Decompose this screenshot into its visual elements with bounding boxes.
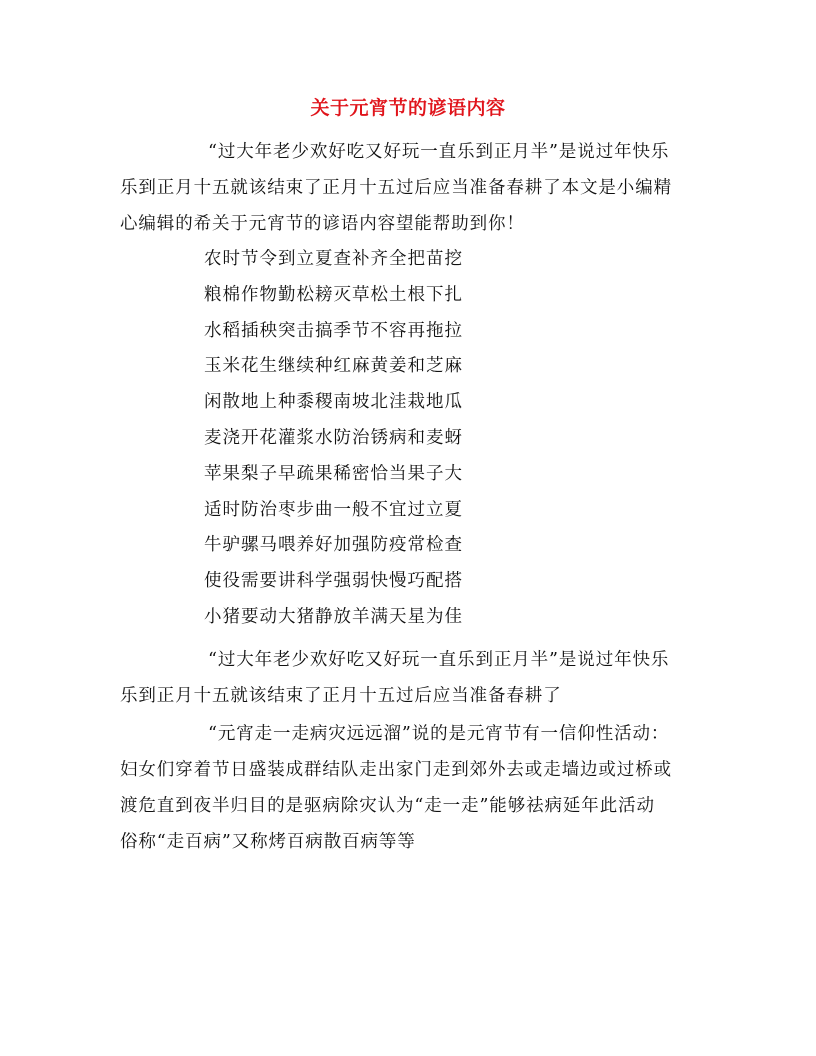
proverb-line: 牛驴骡马喂养好加强防疫常检查 [204, 535, 463, 556]
proverb-line: 粮棉作物勤松耪灭草松土根下扎 [204, 284, 463, 305]
paragraph-line: 乐到正月十五就该结束了正月十五过后应当准备春耕了 [120, 686, 562, 706]
paragraph-line: “过大年老少欢好吃又好玩一直乐到正月半”是说过年快乐 [208, 142, 670, 162]
paragraph-line: 俗称“走百病”又称烤百病散百病等等 [120, 832, 416, 852]
proverb-line: 麦浇开花灌浆水防治锈病和麦蚜 [204, 427, 463, 448]
intro-paragraph [120, 134, 694, 242]
document-title: 关于元宵节的谚语内容 [310, 97, 506, 119]
proverb-line: 使役需要讲科学强弱快慢巧配搭 [204, 571, 463, 592]
proverb-line: 水稻插秧突击搞季节不容再拖拉 [204, 320, 463, 341]
paragraph-line: “过大年老少欢好吃又好玩一直乐到正月半”是说过年快乐 [208, 650, 670, 670]
second-paragraph [120, 642, 694, 714]
paragraph-line: 乐到正月十五就该结束了正月十五过后应当准备春耕了本文是小编精 [120, 178, 672, 198]
paragraph-line: “元宵走一走病灾远远溜”说的是元宵节有一信仰性活动： [208, 724, 670, 744]
proverb-line: 适时防治枣步曲一般不宜过立夏 [204, 499, 463, 520]
paragraph-line: 渡危直到夜半归目的是驱病除灾认为“走一走”能够祛病延年此活动 [120, 796, 655, 816]
third-paragraph [120, 716, 694, 860]
proverb-line: 苹果梨子早疏果稀密恰当果子大 [204, 463, 463, 484]
proverb-line: 小猪要动大猪静放羊满天星为佳 [204, 606, 463, 627]
paragraph-line: 妇女们穿着节日盛装成群结队走出家门走到郊外去或走墙边或过桥或 [120, 760, 672, 780]
proverb-line: 农时节令到立夏查补齐全把苗挖 [204, 249, 463, 269]
paragraph-line: 心编辑的希关于元宵节的谚语内容望能帮助到你！ [120, 214, 525, 234]
proverb-line: 玉米花生继续种红麻黄姜和芝麻 [204, 356, 463, 377]
proverb-list [204, 242, 624, 636]
proverb-line: 闲散地上种黍稷南坡北洼栽地瓜 [204, 392, 463, 413]
